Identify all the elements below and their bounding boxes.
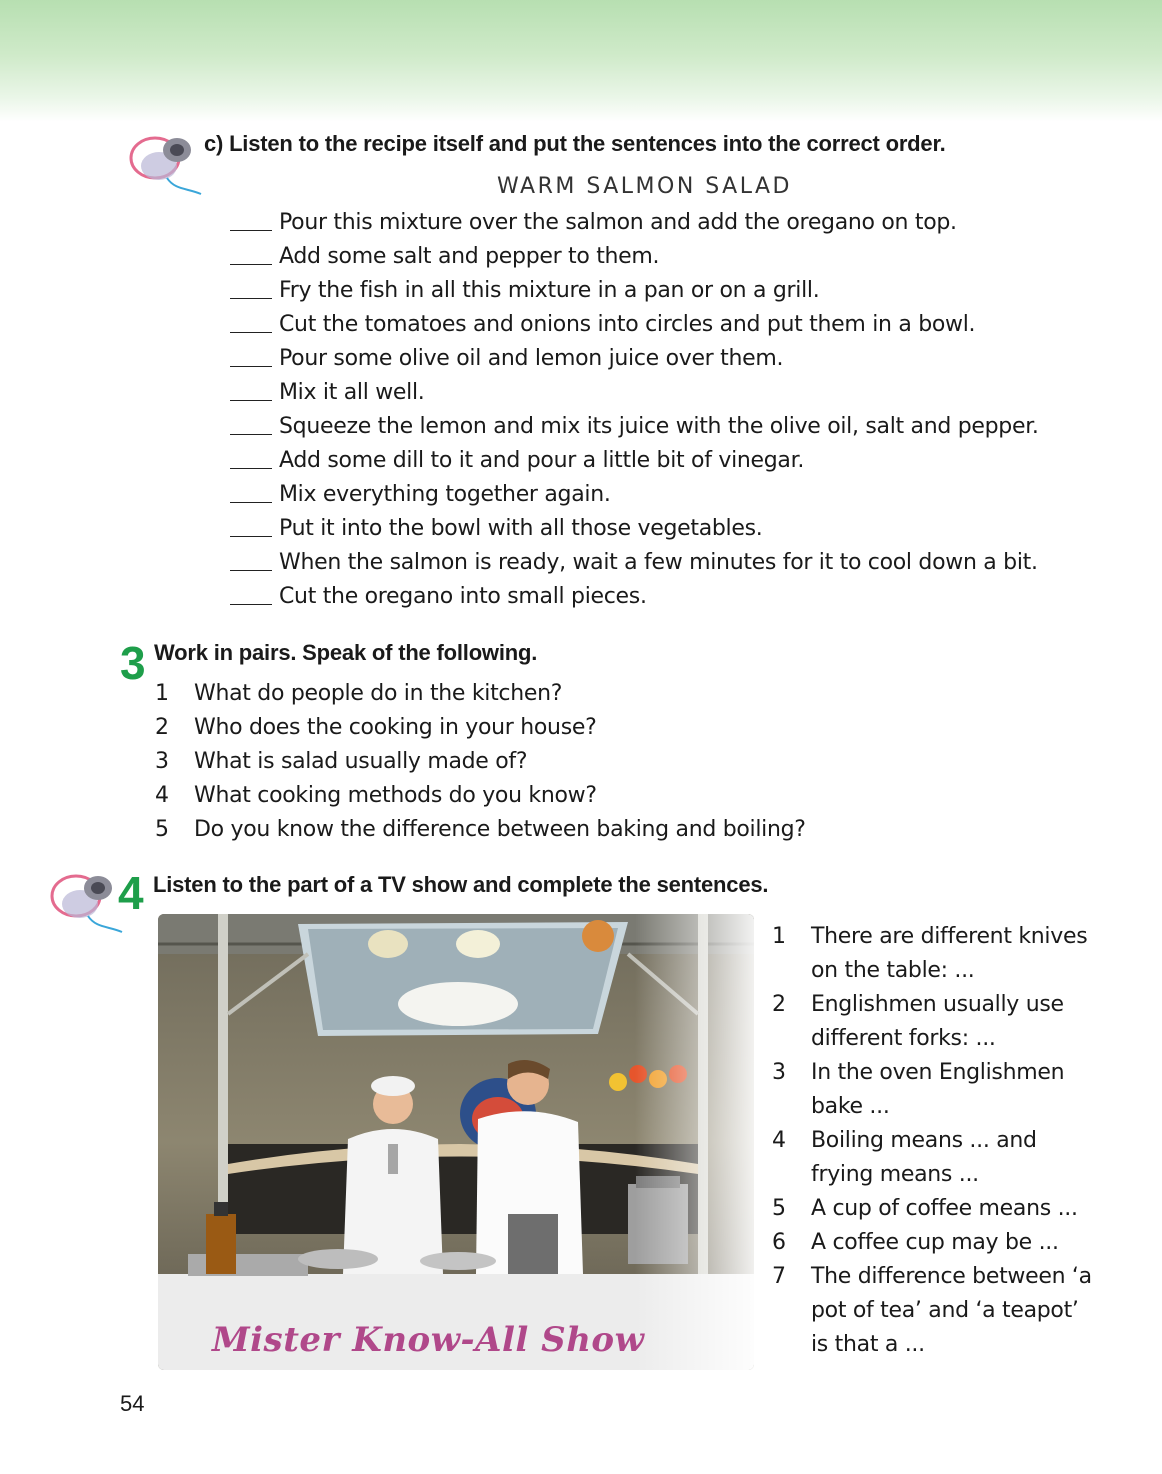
audio-cd-icon — [125, 126, 205, 196]
answer-blank[interactable] — [230, 344, 272, 367]
list-item: 1 There are different knives on the table: ... — [772, 924, 1088, 983]
section-c-heading: c) Listen to the recipe itself and put the sentences into the correct order. — [204, 131, 946, 156]
page-header-band — [0, 0, 1162, 122]
list-item: Pour some olive oil and lemon juice over them. — [230, 342, 1039, 376]
answer-blank[interactable] — [230, 412, 272, 435]
list-item: Mix it all well. — [230, 376, 1039, 410]
list-item: Add some dill to it and pour a little bit of vinegar. — [230, 444, 1039, 478]
task-3-heading: Work in pairs. Speak of the following. — [154, 640, 538, 665]
answer-blank[interactable] — [230, 208, 272, 231]
answer-blank[interactable] — [230, 480, 272, 503]
list-item: Mix everything together again. — [230, 478, 1039, 512]
list-item: 6 A coffee cup may be ... — [772, 1230, 1059, 1255]
list-item: Fry the fish in all this mixture in a pan or on a grill. — [230, 274, 1039, 308]
audio-cd-icon — [46, 864, 126, 934]
answer-blank[interactable] — [230, 446, 272, 469]
list-item: 2 Englishmen usually use different forks: ... — [772, 992, 1064, 1051]
list-item: When the salmon is ready, wait a few minutes for it to cool down a bit. — [230, 546, 1039, 580]
list-item: Add some salt and pepper to them. — [230, 240, 1039, 274]
list-item: 3 What is salad usually made of? — [155, 749, 528, 774]
answer-blank[interactable] — [230, 276, 272, 299]
list-item: 7 The difference between ‘a pot of tea’ and ‘a teapot’ is that a ... — [772, 1264, 1092, 1357]
answer-blank[interactable] — [230, 548, 272, 571]
recipe-title: WARM SALMON SALAD — [497, 174, 792, 199]
tv-show-photo — [158, 914, 754, 1370]
task-4-heading: Listen to the part of a TV show and complete the sentences. — [153, 872, 769, 897]
list-item: 4 Boiling means ... and frying means ... — [772, 1128, 1037, 1187]
recipe-steps-list — [230, 206, 1039, 614]
answer-blank[interactable] — [230, 310, 272, 333]
list-item: 1 What do people do in the kitchen? — [155, 681, 563, 706]
list-item: 3 In the oven Englishmen bake ... — [772, 1060, 1065, 1119]
task-3-questions — [155, 677, 806, 847]
list-item: 5 Do you know the difference between baking and boiling? — [155, 817, 806, 842]
answer-blank[interactable] — [230, 514, 272, 537]
list-item: Put it into the bowl with all those vegetables. — [230, 512, 1039, 546]
list-item: Squeeze the lemon and mix its juice with the olive oil, salt and pepper. — [230, 410, 1039, 444]
list-item: Pour this mixture over the salmon and add the oregano on top. — [230, 206, 1039, 240]
show-title: Mister Know-All Show — [212, 1320, 645, 1360]
list-item: Cut the oregano into small pieces. — [230, 580, 1039, 614]
page-number: 54 — [120, 1391, 145, 1416]
task-4-sentences — [772, 920, 1102, 1362]
task-3-number: 3 — [120, 637, 146, 689]
list-item: 4 What cooking methods do you know? — [155, 783, 597, 808]
answer-blank[interactable] — [230, 242, 272, 265]
list-item: 2 Who does the cooking in your house? — [155, 715, 597, 740]
list-item: Cut the tomatoes and onions into circles and put them in a bowl. — [230, 308, 1039, 342]
answer-blank[interactable] — [230, 378, 272, 401]
list-item: 5 A cup of coffee means ... — [772, 1196, 1078, 1221]
answer-blank[interactable] — [230, 582, 272, 605]
task-4-number: 4 — [118, 867, 144, 919]
